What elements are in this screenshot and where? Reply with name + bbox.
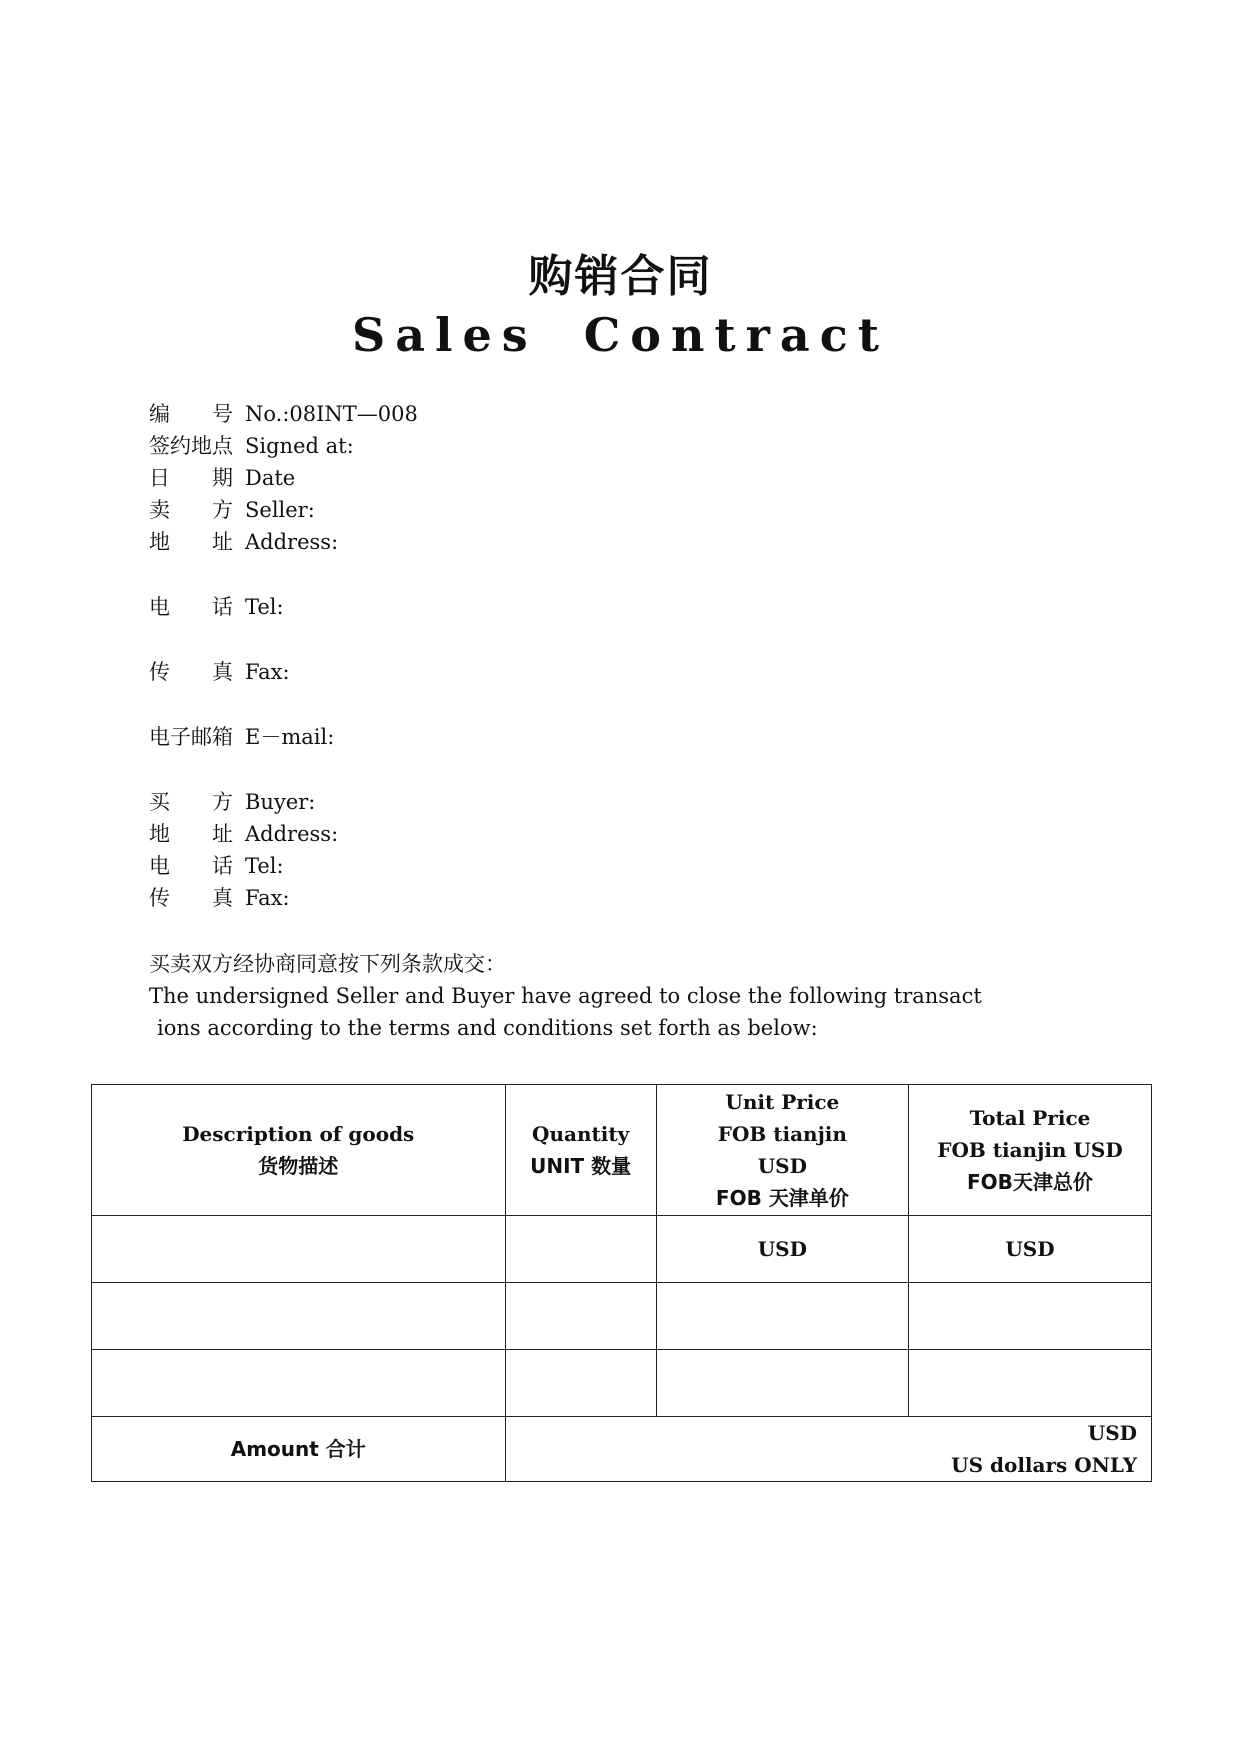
intro-english-line1: The undersigned Seller and Buyer have agreed to close the following transact xyxy=(149,984,982,1008)
amount-label: Amount 合计 xyxy=(92,1417,506,1482)
field-buyer-fax-label: 传 真 xyxy=(149,886,233,910)
cell-unit-price xyxy=(656,1283,908,1350)
header-description-en: Description of goods xyxy=(182,1122,415,1146)
field-signed-at xyxy=(149,432,354,460)
field-buyer-label: 买 方 xyxy=(149,790,233,814)
field-signed-at-value: Signed at: xyxy=(245,434,354,458)
field-seller-fax xyxy=(149,658,290,686)
header-description-cn: 货物描述 xyxy=(258,1154,339,1178)
field-date xyxy=(149,464,295,492)
table-header-row xyxy=(92,1085,1152,1216)
cell-quantity xyxy=(505,1283,656,1350)
table-row xyxy=(92,1216,1152,1283)
title-english: Sales Contract xyxy=(352,308,889,362)
header-unit-price-line4: FOB 天津单价 xyxy=(715,1186,849,1210)
amount-row xyxy=(92,1417,1152,1482)
amount-usd: USD xyxy=(1087,1421,1137,1445)
field-buyer-address-value: Address: xyxy=(245,822,339,846)
field-buyer-address-label: 地 址 xyxy=(149,822,233,846)
field-date-value: Date xyxy=(245,466,296,490)
intro-chinese: 买卖双方经协商同意按下列条款成交： xyxy=(149,952,506,976)
field-email-label: 电子邮箱 xyxy=(149,725,233,749)
header-unit-price-line1: Unit Price xyxy=(725,1090,840,1114)
amount-value xyxy=(505,1417,1152,1482)
field-seller-fax-value: Fax: xyxy=(245,660,290,684)
field-seller-fax-label: 传 真 xyxy=(149,660,233,684)
title-chinese: 购销合同 xyxy=(528,251,713,302)
goods-table xyxy=(91,1084,1152,1482)
header-unit-price-line2: FOB tianjin xyxy=(717,1122,847,1146)
cell-total-price xyxy=(908,1283,1151,1350)
field-seller-value: Seller: xyxy=(245,498,315,522)
cell-description xyxy=(92,1350,506,1417)
intro-english-line2: ions according to the terms and conditions set forth as below: xyxy=(157,1016,818,1040)
cell-description xyxy=(92,1283,506,1350)
header-total-price-line2: FOB tianjin USD xyxy=(937,1138,1123,1162)
field-seller-address xyxy=(149,528,338,556)
header-unit-price-line3: USD xyxy=(757,1154,807,1178)
cell-quantity xyxy=(505,1216,656,1283)
header-quantity xyxy=(505,1085,656,1216)
field-buyer-tel xyxy=(149,852,284,880)
header-total-price-line1: Total Price xyxy=(969,1106,1091,1130)
header-total-price xyxy=(908,1085,1151,1216)
amount-words: US dollars ONLY xyxy=(951,1453,1137,1477)
cell-total-price xyxy=(908,1350,1151,1417)
cell-unit-price: USD xyxy=(656,1216,908,1283)
cell-unit-price xyxy=(656,1350,908,1417)
field-email-value: E－mail: xyxy=(245,725,335,749)
field-seller xyxy=(149,496,315,524)
cell-quantity xyxy=(505,1350,656,1417)
field-email xyxy=(149,723,334,751)
header-unit-price xyxy=(656,1085,908,1216)
field-no-label: 编 号 xyxy=(149,402,233,426)
field-buyer-fax xyxy=(149,884,290,912)
field-date-label: 日 期 xyxy=(149,466,233,490)
field-no-value: No.:08INT—008 xyxy=(245,402,418,426)
header-total-price-line3: FOB天津总价 xyxy=(967,1170,1093,1194)
field-no xyxy=(149,400,418,428)
field-seller-tel-label: 电 话 xyxy=(149,595,233,619)
field-seller-address-label: 地 址 xyxy=(149,530,233,554)
field-seller-label: 卖 方 xyxy=(149,498,233,522)
field-buyer-tel-value: Tel: xyxy=(245,854,284,878)
field-seller-address-value: Address: xyxy=(245,530,339,554)
field-buyer-tel-label: 电 话 xyxy=(149,854,233,878)
table-row xyxy=(92,1283,1152,1350)
field-seller-tel-value: Tel: xyxy=(245,595,284,619)
table-row xyxy=(92,1350,1152,1417)
field-buyer-address xyxy=(149,820,338,848)
header-quantity-en: Quantity xyxy=(532,1122,630,1146)
field-buyer-fax-value: Fax: xyxy=(245,886,290,910)
cell-description xyxy=(92,1216,506,1283)
field-seller-tel xyxy=(149,593,284,621)
header-description xyxy=(92,1085,506,1216)
header-quantity-cn: UNIT 数量 xyxy=(530,1154,632,1178)
cell-total-price: USD xyxy=(908,1216,1151,1283)
field-signed-at-label: 签约地点 xyxy=(149,434,233,458)
field-buyer-value: Buyer: xyxy=(245,790,316,814)
field-buyer xyxy=(149,788,315,816)
